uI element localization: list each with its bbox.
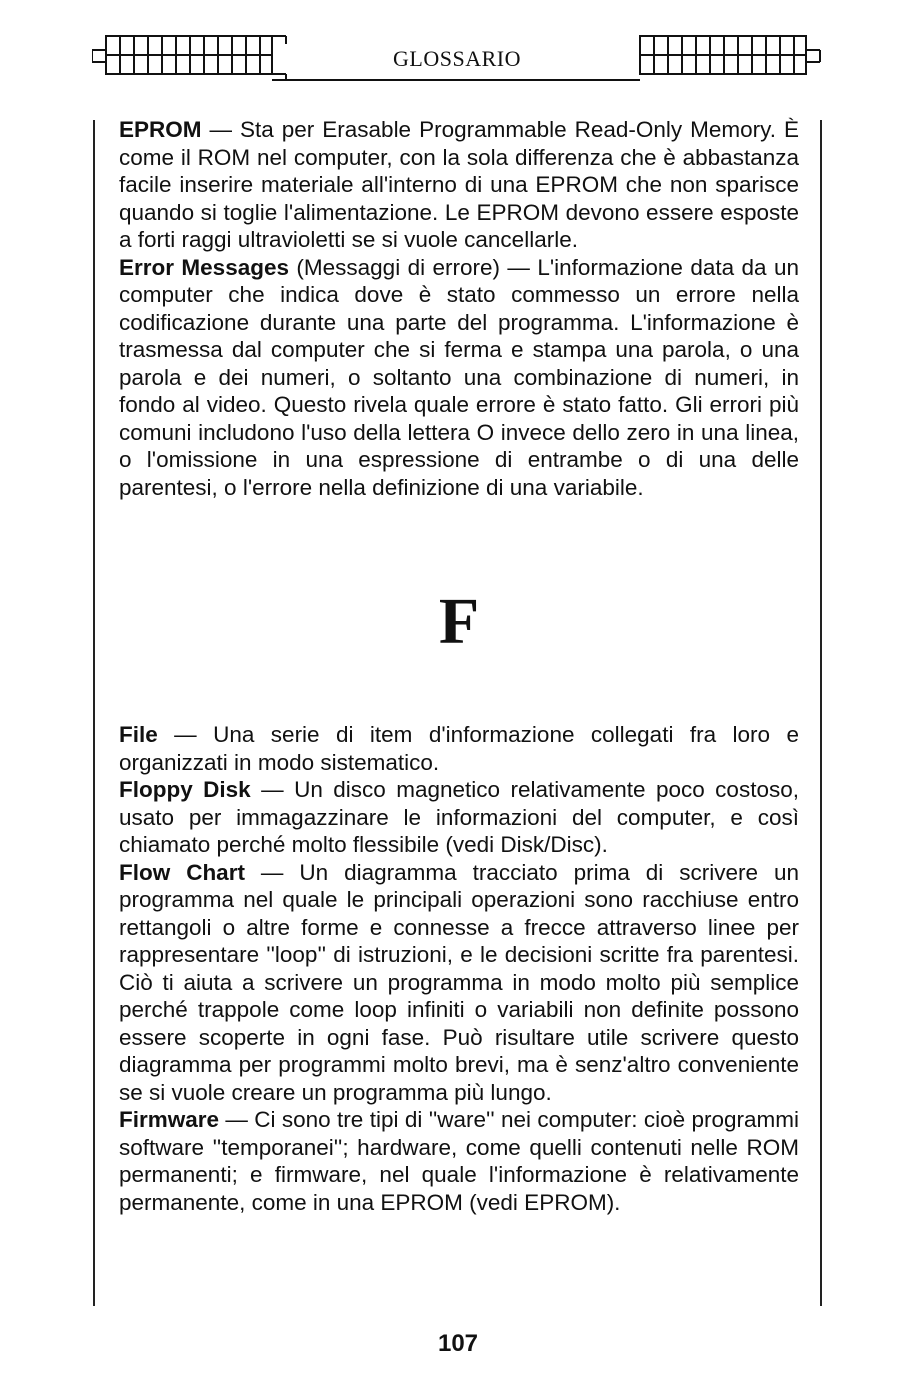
entry-definition: — Un diagramma tracciato prima di scrivere un programma nel quale le principali operazioni sono racchiuse entro rettangoli o altre forme e connesse a frecce attraverso linee per rappresentare ''loop'' di istruzioni, e le decisioni scritte fra parentesi. Ciò ti aiuta a scrivere un programma in modo molto più semplice perché trappole come loop infiniti o variabili non definite possono essere scoperte in ogni fase. Può risultare utile scrivere questo diagramma per programmi molto brevi, ma è senz'altro conveniente se si vuole creare un programma più lungo. [119, 859, 799, 1105]
glossary-entry-firmware [119, 1106, 799, 1216]
glossary-entry-file [119, 721, 799, 776]
section-letter: F [438, 585, 480, 658]
entry-definition: — Un disco magnetico relativamente poco costoso, usato per immagazzinare le informazioni del computer, e così chiamato perché molto flessibile (vedi Disk/Disc). [119, 777, 799, 857]
glossary-column [119, 116, 799, 1216]
page-number: 107 [437, 1330, 479, 1357]
glossary-entry-error-messages [119, 254, 799, 502]
page-header [92, 30, 822, 82]
header-title: GLOSSARIO [393, 46, 521, 71]
glossary-entry-eprom [119, 116, 799, 254]
entry-definition: (Messaggi di errore) — L'informazione data da un computer che indica dove è stato commesso un errore nella codificazione durante una parte del programma. L'informazione è trasmessa dal computer che si ferma e stampa una parola, o una parola e dei numeri, o soltanto una combinazione di numeri, in fondo al video. Questo rivela quale errore è stato fatto. Gli errori più comuni includono l'uso della lettera O invece dello zero in una linea, o l'omissione in una espressione di entrambe o di una delle parentesi, o l'errore nella definizione di una variabile. [119, 254, 799, 500]
glossary-entry-flow-chart [119, 859, 799, 1107]
entry-definition: — Una serie di item d'informazione collegati fra loro e organizzati in modo sistematico. [119, 722, 799, 775]
right-margin-rule [820, 120, 822, 1306]
left-margin-rule [93, 120, 95, 1306]
entry-term: Flow Chart [119, 859, 245, 885]
entry-definition: — Ci sono tre tipi di ''ware'' nei computer: cioè programmi software ''temporanei''; hardware, come quelli contenuti nelle ROM permanenti; e firmware, nel quale l'informazione è relativamente permanente, come in una EPROM (vedi EPROM). [119, 1107, 799, 1215]
entry-term: File [119, 722, 158, 747]
entry-definition: — Sta per Erasable Programmable Read-Only Memory. È come il ROM nel computer, con la sola differenza che è abbastanza facile inserire materiale all'interno di una EPROM che non sparisce quando si toglie l'alimentazione. Le EPROM devono essere esposte a forti raggi ultravioletti se si vuole cancellarle. [119, 117, 799, 252]
glossary-entry-floppy-disk [119, 776, 799, 859]
entry-term: EPROM [119, 117, 202, 142]
entry-term: Floppy Disk [119, 777, 251, 802]
entry-term: Firmware [119, 1107, 220, 1132]
entry-term: Error Messages [119, 254, 289, 280]
